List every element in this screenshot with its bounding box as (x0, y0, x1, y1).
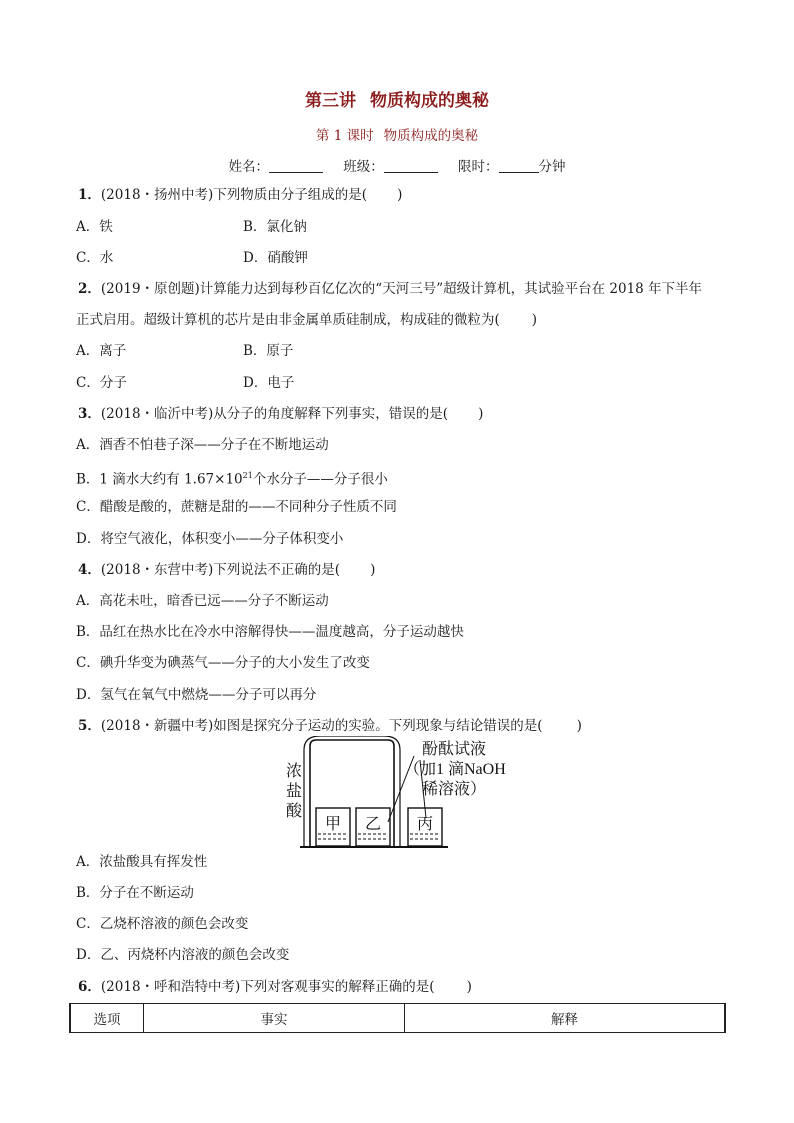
title-part-1: 第三讲 (305, 91, 356, 111)
q3-option-c[interactable]: C．醋酸是酸的，蔗糖是甜的——不同种分子性质不同 (76, 499, 397, 515)
exponent: 21 (242, 471, 253, 480)
question-text: 从分子的角度解释下列事实，错误的是( (213, 406, 449, 422)
question-2-stem-line-2 (76, 311, 537, 329)
close-paren: ) (478, 406, 484, 422)
q1-option-b[interactable]: B．氯化钠 (243, 219, 307, 235)
bell-jar-outline (304, 736, 400, 846)
question-text: 下列说法不正确的是( (213, 562, 341, 578)
q1-option-c[interactable]: C．水 (76, 250, 114, 266)
q3-option-a[interactable]: A．酒香不怕巷子深——分子在不断地运动 (76, 437, 329, 453)
q2-option-b[interactable]: B．原子 (243, 343, 294, 359)
name-label: 姓名： (228, 159, 269, 175)
q3-option-d[interactable]: D．将空气液化，体积变小——分子体积变小 (76, 531, 344, 547)
student-info-line (0, 155, 794, 175)
bell-jar (310, 740, 394, 846)
lesson-subtitle (0, 124, 794, 144)
question-1-stem (78, 186, 402, 204)
question-number: 6． (78, 979, 101, 995)
question-number: 4． (78, 562, 101, 578)
beaker-label-jia: 甲 (325, 816, 342, 833)
close-paren: ) (370, 562, 376, 578)
name-blank[interactable] (269, 158, 323, 173)
question-number: 3． (78, 406, 101, 422)
q4-option-d[interactable]: D．氢气在氧气中燃烧——分子可以再分 (76, 687, 317, 703)
question-number: 5． (78, 718, 101, 734)
lesson-title (0, 86, 794, 111)
question-4-stem (78, 561, 375, 579)
close-paren: ) (397, 187, 403, 203)
option-text: B．1 滴水大约有 1.67×10 (76, 471, 243, 488)
beaker-label-bing: 丙 (417, 816, 434, 833)
header-option: 选项 (70, 1004, 144, 1033)
q2-option-d[interactable]: D．电子 (243, 375, 295, 391)
question-source: (2018・新疆中考) (100, 718, 214, 734)
label-naoh: （加1 滴NaOH (404, 761, 506, 778)
question-2-stem-line-1 (78, 280, 702, 298)
header-fact: 事实 (144, 1004, 405, 1033)
label-concentrated: 浓 (286, 763, 303, 780)
q2-option-c[interactable]: C．分子 (76, 375, 127, 391)
close-paren: ) (466, 979, 472, 995)
q5-option-c[interactable]: C．乙烧杯溶液的颜色会改变 (76, 916, 249, 932)
question-source: (2018・东营中考) (100, 562, 214, 578)
q1-option-d[interactable]: D．硝酸钾 (243, 250, 308, 266)
question-number: 1． (78, 187, 101, 203)
experiment-figure (276, 736, 546, 848)
class-label: 班级： (343, 159, 384, 175)
question-text: 下列物质由分子组成的是( (213, 187, 368, 203)
title-part-2: 物质构成的奥秘 (370, 91, 489, 111)
q3-option-b[interactable] (76, 467, 388, 489)
q6-table (69, 1003, 726, 1033)
time-label: 限时： (458, 159, 499, 175)
label-hydrochloric-2: 酸 (286, 803, 303, 820)
q2-option-a[interactable]: A．离子 (76, 343, 127, 359)
q4-option-a[interactable]: A．高花未吐，暗香已远——分子不断运动 (76, 593, 329, 609)
question-text: 下列对客观事实的解释正确的是( (240, 979, 435, 995)
label-dilute-solution: 稀溶液） (422, 781, 487, 798)
question-source: (2018・扬州中考) (100, 187, 214, 203)
question-3-stem (78, 405, 483, 423)
minute-unit: 分钟 (538, 159, 566, 175)
question-source: (2018・临沂中考) (100, 406, 214, 422)
table-header-row (70, 1004, 725, 1033)
close-paren: ) (531, 312, 538, 328)
question-number: 2． (78, 281, 101, 297)
time-blank[interactable] (499, 158, 539, 173)
q5-option-a[interactable]: A．浓盐酸具有挥发性 (76, 854, 208, 870)
subtitle-part-2: 物质构成的奥秘 (383, 128, 479, 144)
q4-option-b[interactable]: B．品红在热水比在冷水中溶解得快——温度越高，分子运动越快 (76, 624, 464, 640)
option-text: 个水分子——分子很小 (252, 471, 388, 488)
q4-option-c[interactable]: C．碘升华变为碘蒸气——分子的大小发生了改变 (76, 655, 370, 671)
question-source: (2018・呼和浩特中考) (100, 979, 241, 995)
subtitle-part-1: 第 1 课时 (315, 128, 374, 144)
question-source: (2019・原创题) (100, 281, 200, 297)
label-hydrochloric-1: 盐 (286, 783, 303, 800)
beaker-label-yi: 乙 (365, 816, 382, 833)
q5-option-b[interactable]: B．分子在不断运动 (76, 885, 194, 901)
q1-option-a[interactable]: A．铁 (76, 219, 113, 235)
label-phenolphthalein: 酚酞试液 (422, 741, 487, 758)
close-paren: ) (576, 718, 582, 734)
question-6-stem (78, 978, 472, 996)
question-text: 正式启用。超级计算机的芯片是由非金属单质硅制成，构成硅的微粒为( (76, 312, 500, 328)
q5-option-d[interactable]: D．乙、丙烧杯内溶液的颜色会改变 (76, 947, 290, 963)
header-explanation: 解释 (405, 1004, 726, 1033)
class-blank[interactable] (384, 158, 438, 173)
question-5-stem (78, 717, 582, 735)
question-text: 计算能力达到每秒百亿亿次的“天河三号”超级计算机，其试验平台在 2018 年下半年 (199, 281, 703, 297)
question-text: 如图是探究分子运动的实验。下列现象与结论错误的是( (213, 718, 543, 734)
